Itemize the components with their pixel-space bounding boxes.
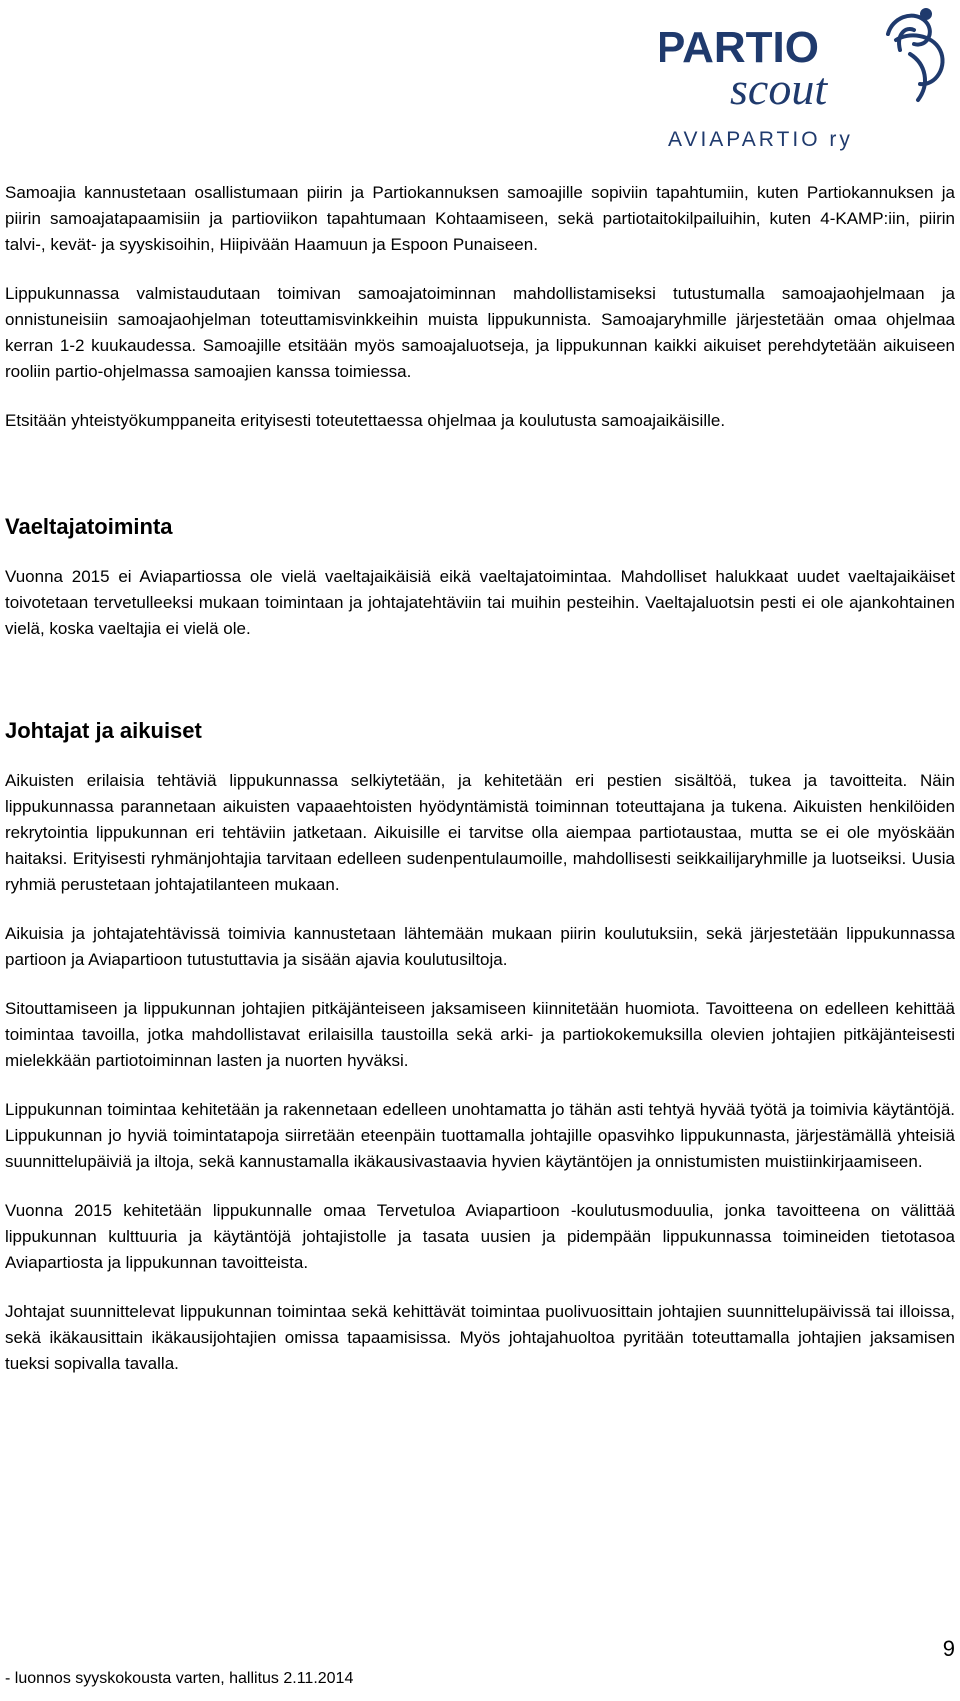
- paragraph: Samoajia kannustetaan osallistumaan piirin ja Partiokannuksen samoajille sopiviin tapahtumiin, kuten Partiokannuksen ja piirin samoajatapaamisiin ja partioviikon tapahtumaan Kohtaamiseen, sekä partiotaitokilpailuihin, kuten 4-KAMP:iin, piirin talvi-, kevät- ja syyskisoihin, Hiipivään Haamuun ja Espoon Punaiseen.: [5, 183, 955, 254]
- paragraph: Johtajat suunnittelevat lippukunnan toimintaa sekä kehittävät toimintaa puolivuosittain johtajien suunnittelupäivissä tai illoissa, sekä ikäkausittain ikäkausijohtajien omissa tapaamisissa. Myös johtajahuoltoa pyritään toteuttamalla johtajien jaksamisen tueksi sopivalla tavalla.: [5, 1302, 955, 1373]
- paragraph: Vuonna 2015 ei Aviapartiossa ole vielä vaeltajaikäisiä eikä vaeltajatoimintaa. Mahdolliset halukkaat uudet vaeltajaikäiset toivotetaan tervetulleeksi mukaan toimintaan ja johtajatehtäviin tai muihin pesteihin. Vaeltajaluotsin pesti ei ole ajankohtainen vielä, koska vaeltajia ei vielä ole.: [5, 567, 955, 638]
- document-body: [5, 180, 955, 1400]
- paragraph: Aikuisten erilaisia tehtäviä lippukunnassa selkiytetään, ja kehitetään eri pestien sisältöä, tukea ja tavoitteita. Näin lippukunnassa parannetaan aikuisten vapaaehtoisten hyödyntämistä toiminnan toteuttajana ja tukena. Aikuisten henkilöiden rekrytointia lippukunnan eri tehtäviin jatketaan. Aikuisille ei tarvitse olla aiempaa partiotaustaa, mutta se ei ole myöskään haitaksi. Erityisesti ryhmänjohtajia tarvitaan edelleen sudenpentulaumoille, mahdollisesti seikkailijaryhmille ja luotseiksi. Uusia ryhmiä perustetaan johtajatilanteen mukaan.: [5, 771, 955, 894]
- fleur-de-lis-icon: [888, 10, 943, 100]
- paragraph: Vuonna 2015 kehitetään lippukunnalle omaa Tervetuloa Aviapartioon -koulutusmoduulia, jonka tavoitteena on välittää lippukunnan kulttuuria ja käytäntöjä johtajistolle ja tasata uusien ja pidempään lippukunnassa toimineiden tietotasoa Aviapartiosta ja lippukunnan tavoitteista.: [5, 1201, 955, 1272]
- section-heading-vaeltajatoiminta: Vaeltajatoiminta: [5, 514, 173, 539]
- logo-line1: PARTIO: [660, 23, 819, 72]
- logo-line3: AVIAPARTIO ry: [668, 128, 853, 151]
- paragraph: Aikuisia ja johtajatehtävissä toimivia kannustetaan lähtemään mukaan piirin koulutuksiin, sekä järjestetään lippukunnassa partioon ja Aviapartioon tutustuttavia ja sisään ajavia koulutusiltoja.: [5, 924, 955, 969]
- paragraph: Lippukunnan toimintaa kehitetään ja rakennetaan edelleen unohtamatta jo tähän asti tehtyä hyvää työtä ja toimivia käytäntöjä. Lippukunnan jo hyviä toimintatapoja siirretään eteenpäin tuottamalla johtajille opasvihko lippukunnasta, järjestämällä yhteisiä suunnittelupäiviä ja iltoja, sekä kannustamalla ikäkausivastaavia hyvien käytäntöjen ja onnistumisten muistiinkirjaamiseen.: [5, 1100, 955, 1171]
- logo-line2: scout: [730, 63, 828, 114]
- paragraph: Sitouttamiseen ja lippukunnan johtajien pitkäjänteiseen jaksamiseen kiinnitetään huomiota. Tavoitteena on edelleen kehittää toimintaa tavoilla, jotka mahdollistavat erilaisilla taustoilla sekä arki- ja partiokokemuksilla olevien johtajien pitkäjänteisesti mielekkään partiotoiminnan lasten ja nuorten hyväksi.: [5, 999, 955, 1070]
- page-number: 9: [942, 1636, 955, 1661]
- footer-note: - luonnos syyskokousta varten, hallitus 2.11.2014: [5, 1670, 354, 1687]
- paragraph: Lippukunnassa valmistaudutaan toimivan samoajatoiminnan mahdollistamiseksi tutustumalla samoajaohjelmaan ja onnistuneisiin samoajaohjelman toteuttamisvinkkeihin muista lippukunnista. Samoajaryhmille järjestetään omaa ohjelmaa kerran 1-2 kuukaudessa. Samoajille etsitään myös samoajaluotseja, ja lippukunnan kaikki aikuiset perehdytetään aikuiseen rooliin partio-ohjelmassa samoajien kanssa toimiessa.: [5, 284, 955, 381]
- section-heading-johtajat-ja-aikuiset: Johtajat ja aikuiset: [5, 718, 202, 743]
- partio-scout-logo: [660, 4, 960, 164]
- paragraph: Etsitään yhteistyökumppaneita erityisesti toteutettaessa ohjelmaa ja koulutusta samoajaikäisille.: [5, 411, 726, 430]
